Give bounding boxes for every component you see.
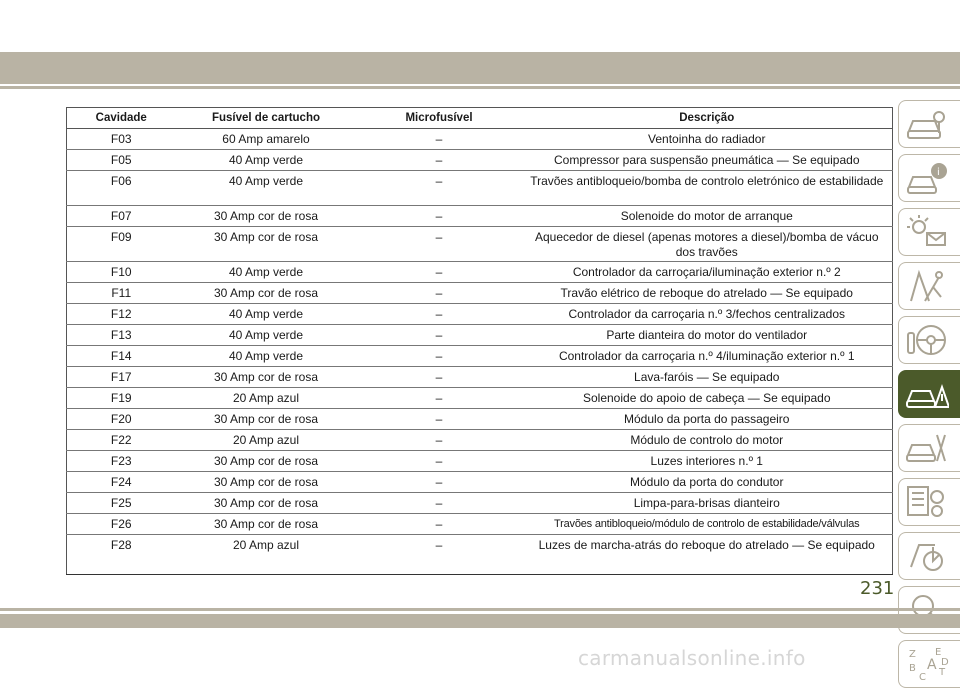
micro-cell: – [357, 262, 522, 283]
cavity-cell: F13 [67, 325, 176, 346]
description-cell: Módulo da porta do condutor [522, 472, 893, 493]
description-cell: Luzes de marcha-atrás do reboque do atrelado — Se equipado [522, 535, 893, 575]
description-cell: Módulo da porta do passageiro [522, 409, 893, 430]
cartridge-cell: 30 Amp cor de rosa [176, 206, 357, 227]
cartridge-cell: 30 Amp cor de rosa [176, 227, 357, 262]
svg-text:B: B [909, 663, 916, 674]
table-row [67, 171, 893, 206]
car-key-icon [905, 105, 949, 143]
description-cell: Módulo de controlo do motor [522, 430, 893, 451]
tab-servicing-maintenance[interactable] [898, 424, 960, 472]
cartridge-cell: 40 Amp verde [176, 304, 357, 325]
table-row [67, 430, 893, 451]
micro-cell: – [357, 304, 522, 325]
cavity-cell: F11 [67, 283, 176, 304]
description-cell: Travões antibloqueio/bomba de controlo eletrónico de estabilidade [522, 171, 893, 206]
description-cell: Luzes interiores n.º 1 [522, 451, 893, 472]
svg-text:E: E [935, 647, 942, 658]
header-band [0, 52, 960, 84]
description-cell: Solenoide do motor de arranque [522, 206, 893, 227]
header-description: Descrição [522, 108, 893, 129]
table-row [67, 388, 893, 409]
svg-text:i: i [937, 167, 940, 178]
description-cell: Travões antibloqueio/módulo de controlo de estabilidade/válvulas [522, 514, 893, 535]
car-info-icon [905, 159, 949, 197]
description-cell: Compressor para suspensão pneumática — Se equipado [522, 150, 893, 171]
micro-cell: – [357, 129, 522, 150]
table-row [67, 304, 893, 325]
cartridge-cell: 30 Amp cor de rosa [176, 493, 357, 514]
cavity-cell: F05 [67, 150, 176, 171]
cavity-cell: F10 [67, 262, 176, 283]
table-row [67, 472, 893, 493]
steering-wheel-icon [905, 321, 949, 359]
micro-cell: – [357, 409, 522, 430]
safety-airbag-icon [905, 267, 949, 305]
description-cell: Aquecedor de diesel (apenas motores a diesel)/bomba de vácuo dos travões [522, 227, 893, 262]
micro-cell: – [357, 493, 522, 514]
micro-cell: – [357, 283, 522, 304]
specifications-gear-icon [905, 483, 949, 521]
watermark: carmanualsonline.info [578, 646, 806, 670]
tab-in-case-of-emergency[interactable] [898, 370, 960, 418]
cartridge-cell: 30 Amp cor de rosa [176, 409, 357, 430]
table-row [67, 325, 893, 346]
multimedia-icon [905, 537, 949, 575]
footer-rule [0, 608, 960, 611]
cavity-cell: F07 [67, 206, 176, 227]
table-row [67, 367, 893, 388]
footer-band [0, 614, 960, 628]
description-cell: Controlador da carroçaria n.º 4/iluminação exterior n.º 1 [522, 346, 893, 367]
cavity-cell: F28 [67, 535, 176, 575]
micro-cell: – [357, 388, 522, 409]
micro-cell: – [357, 430, 522, 451]
tab-multimedia[interactable] [898, 532, 960, 580]
cavity-cell: F25 [67, 493, 176, 514]
description-cell: Ventoinha do radiador [522, 129, 893, 150]
table-row [67, 283, 893, 304]
tab-getting-to-know-vehicle[interactable] [898, 100, 960, 148]
header-micro-fuse: Microfusível [357, 108, 522, 129]
cavity-cell: F06 [67, 171, 176, 206]
cavity-cell: F17 [67, 367, 176, 388]
svg-text:D: D [941, 657, 949, 668]
table-row [67, 346, 893, 367]
table-row [67, 227, 893, 262]
cavity-cell: F24 [67, 472, 176, 493]
cartridge-cell: 20 Amp azul [176, 430, 357, 451]
tab-technical-specifications[interactable] [898, 478, 960, 526]
cavity-cell: F26 [67, 514, 176, 535]
cavity-cell: F03 [67, 129, 176, 150]
table-row [67, 493, 893, 514]
svg-text:Z: Z [909, 649, 916, 660]
micro-cell: – [357, 514, 522, 535]
tab-warning-lights[interactable] [898, 208, 960, 256]
header-rule [0, 86, 960, 89]
header-cartridge-fuse: Fusível de cartucho [176, 108, 357, 129]
chapter-tabs [898, 100, 960, 694]
micro-cell: – [357, 325, 522, 346]
svg-text:T: T [939, 667, 946, 678]
svg-text:C: C [919, 672, 926, 683]
svg-text:A: A [927, 657, 937, 673]
fuse-table [66, 107, 893, 575]
description-cell: Lava-faróis — Se equipado [522, 367, 893, 388]
cavity-cell: F20 [67, 409, 176, 430]
cavity-cell: F09 [67, 227, 176, 262]
header-cavity: Cavidade [67, 108, 176, 129]
tab-starting-operating[interactable] [898, 316, 960, 364]
description-cell: Limpa-para-brisas dianteiro [522, 493, 893, 514]
micro-cell: – [357, 451, 522, 472]
cartridge-cell: 20 Amp azul [176, 388, 357, 409]
table-row [67, 206, 893, 227]
cavity-cell: F23 [67, 451, 176, 472]
cartridge-cell: 40 Amp verde [176, 325, 357, 346]
page-number: 231 [860, 578, 895, 599]
description-cell: Solenoide do apoio de cabeça — Se equipado [522, 388, 893, 409]
cartridge-cell: 20 Amp azul [176, 535, 357, 575]
description-cell: Controlador da carroçaria n.º 3/fechos centralizados [522, 304, 893, 325]
description-cell: Travão elétrico de reboque do atrelado — Se equipado [522, 283, 893, 304]
table-header-row [67, 108, 893, 129]
micro-cell: – [357, 171, 522, 206]
cartridge-cell: 60 Amp amarelo [176, 129, 357, 150]
table-row [67, 514, 893, 535]
cartridge-cell: 30 Amp cor de rosa [176, 472, 357, 493]
cartridge-cell: 30 Amp cor de rosa [176, 451, 357, 472]
tab-safety[interactable] [898, 262, 960, 310]
table-row [67, 262, 893, 283]
tab-index[interactable] [898, 640, 960, 688]
cartridge-cell: 30 Amp cor de rosa [176, 367, 357, 388]
warning-lights-icon [905, 213, 949, 251]
table-row [67, 129, 893, 150]
micro-cell: – [357, 346, 522, 367]
cartridge-cell: 40 Amp verde [176, 262, 357, 283]
micro-cell: – [357, 150, 522, 171]
cavity-cell: F14 [67, 346, 176, 367]
cavity-cell: F12 [67, 304, 176, 325]
car-service-icon [905, 429, 949, 467]
cartridge-cell: 30 Amp cor de rosa [176, 283, 357, 304]
cartridge-cell: 30 Amp cor de rosa [176, 514, 357, 535]
micro-cell: – [357, 472, 522, 493]
micro-cell: – [357, 227, 522, 262]
car-emergency-icon [905, 375, 949, 413]
micro-cell: – [357, 206, 522, 227]
micro-cell: – [357, 367, 522, 388]
table-row [67, 451, 893, 472]
cavity-cell: F22 [67, 430, 176, 451]
description-cell: Controlador da carroçaria/iluminação exterior n.º 2 [522, 262, 893, 283]
micro-cell: – [357, 535, 522, 575]
description-cell: Parte dianteira do motor do ventilador [522, 325, 893, 346]
alphabet-index-icon [905, 645, 949, 683]
cavity-cell: F19 [67, 388, 176, 409]
tab-vehicle-information[interactable] [898, 154, 960, 202]
cartridge-cell: 40 Amp verde [176, 346, 357, 367]
cartridge-cell: 40 Amp verde [176, 150, 357, 171]
table-row [67, 409, 893, 430]
table-row [67, 535, 893, 575]
cartridge-cell: 40 Amp verde [176, 171, 357, 206]
table-row [67, 150, 893, 171]
